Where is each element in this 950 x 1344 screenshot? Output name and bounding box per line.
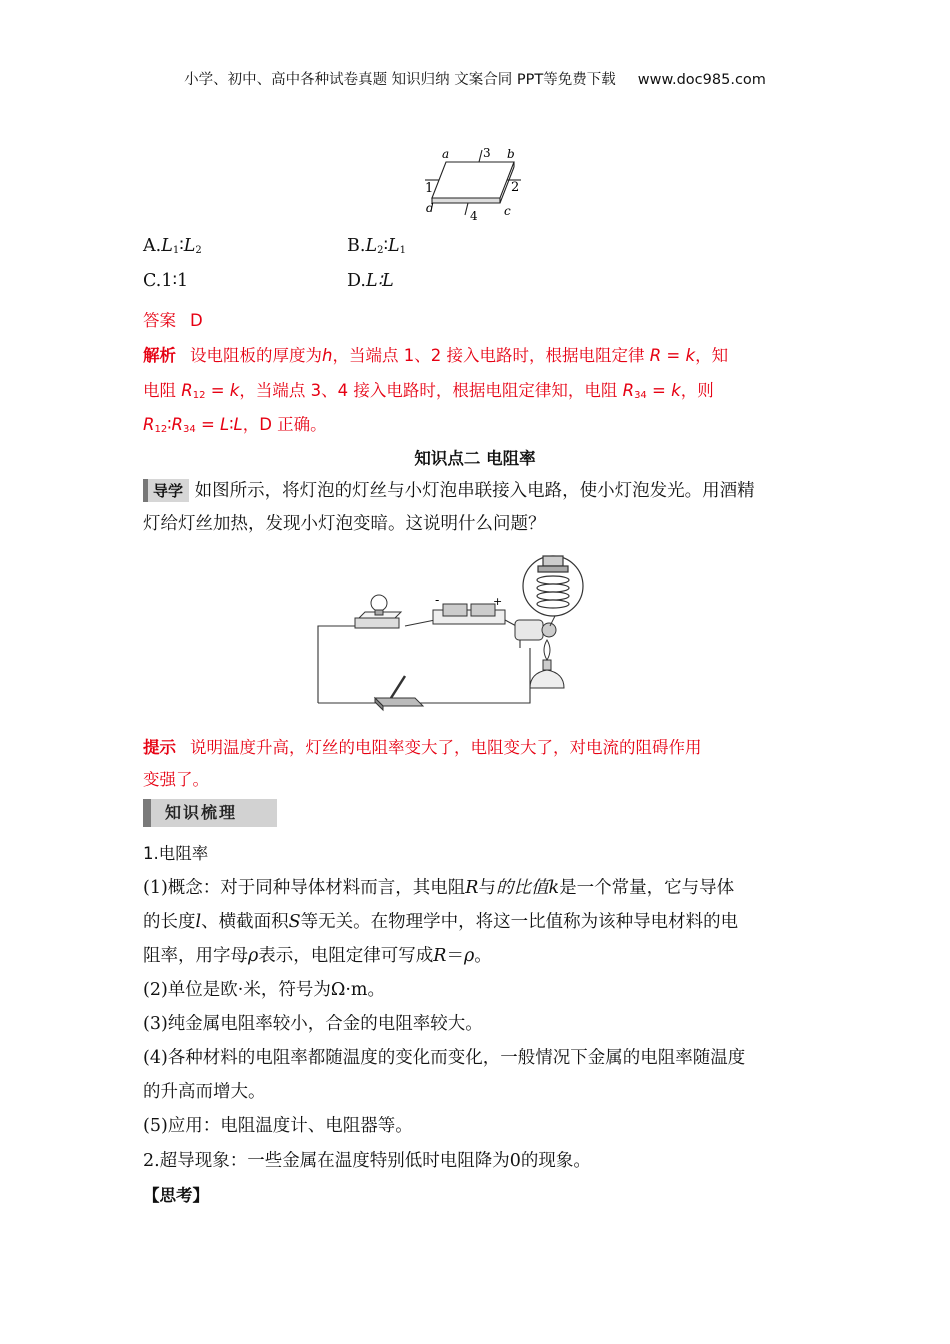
p1-line-3: 阻率，用字母ρ表示，电阻定律可写成R＝ρ。 [143, 946, 492, 966]
battery-plus: + [493, 595, 503, 608]
option-c: C.1∶1 [143, 271, 189, 291]
analysis-line-3: $R_{12}∶R_{34}$ = L∶L，D 正确。 [143, 415, 327, 435]
option-d: D.L∶L [347, 271, 394, 291]
guide-line-1: 导学 如图所示，将灯泡的灯丝与小灯泡串联接入电路，使小灯泡发光。用酒精 [143, 477, 755, 502]
p4-line-2: 的升高而增大。 [143, 1082, 266, 1102]
battery-minus: - [435, 593, 440, 607]
answer-line [143, 307, 203, 331]
alcohol-lamp [530, 640, 564, 688]
label-1: 1 [425, 181, 434, 196]
p1-line-1: (1)概念：对于同种导体材料而言，其电阻R与的比值k是一个常量，它与导体 [143, 878, 735, 898]
option-b: $B.L_2∶L_1$ [347, 236, 406, 256]
guide-badge: 导学 [143, 479, 189, 502]
p1-line-2: 的长度l、横截面积S等无关。在物理学中，将这一比值称为该种导电材料的电 [143, 912, 739, 932]
magnified-filament [523, 556, 583, 616]
p2: (2)单位是欧·米，符号为Ω·m。 [143, 980, 386, 1000]
analysis-line-1: 解析 设电阻板的厚度为h，当端点 1、2 接入电路时，根据电阻定律 R = k，知 [143, 346, 729, 365]
guide-line-2: 灯给灯丝加热，发现小灯泡变暗。这说明什么问题？ [143, 514, 546, 534]
answer-value: D [190, 311, 203, 330]
header-text: 小学、初中、高中各种试卷真题 知识归纳 文案合同 PPT等免费下载 [184, 72, 616, 88]
hint-line-1: 提示 说明温度升高，灯丝的电阻率变大了，电阻变大了，对电流的阻碍作用 [143, 738, 702, 757]
section-title: 知识点二 电阻率 [414, 449, 536, 468]
circuit-figure [315, 548, 590, 718]
label-3: 3 [483, 146, 491, 160]
analysis-line-2: 电阻 $R_{12} = k$，当端点 3、4 接入电路时，根据电阻定律知，电阻 $R_{34} = k$，则 [143, 381, 714, 401]
label-a: a [442, 147, 450, 161]
item2: 2.超导现象：一些金属在温度特别低时电阻降为0的现象。 [143, 1151, 591, 1171]
analysis-label: 解析 [143, 346, 176, 365]
knowledge-title-bar [143, 799, 277, 827]
knowledge-title: 知识梳理 [165, 803, 238, 822]
option-a: $A.L_1∶L_2$ [143, 236, 202, 256]
label-b: b [507, 147, 515, 161]
lamp [355, 595, 401, 628]
think-label: 【思考】 [143, 1186, 209, 1205]
switch [375, 676, 423, 710]
label-2: 2 [511, 180, 520, 195]
page-header [0, 68, 950, 89]
answer-label: 答案 [143, 311, 176, 330]
hint-label: 提示 [143, 738, 176, 757]
label-4: 4 [470, 209, 478, 223]
header-url[interactable]: www.doc985.com [637, 72, 766, 88]
hint-line-2: 变强了。 [143, 770, 209, 789]
p4-line-1: (4)各种材料的电阻率都随温度的变化而变化，一般情况下金属的电阻率随温度 [143, 1048, 746, 1068]
label-d: d [426, 201, 434, 215]
filament-holder [515, 620, 556, 640]
p3: (3)纯金属电阻率较小，合金的电阻率较大。 [143, 1014, 483, 1034]
circuit-wire [318, 620, 530, 703]
item1-title: 1.电阻率 [143, 844, 209, 863]
p5: (5)应用：电阻温度计、电阻器等。 [143, 1116, 413, 1136]
resistor-plate-figure [415, 140, 535, 225]
label-c: c [504, 204, 511, 218]
